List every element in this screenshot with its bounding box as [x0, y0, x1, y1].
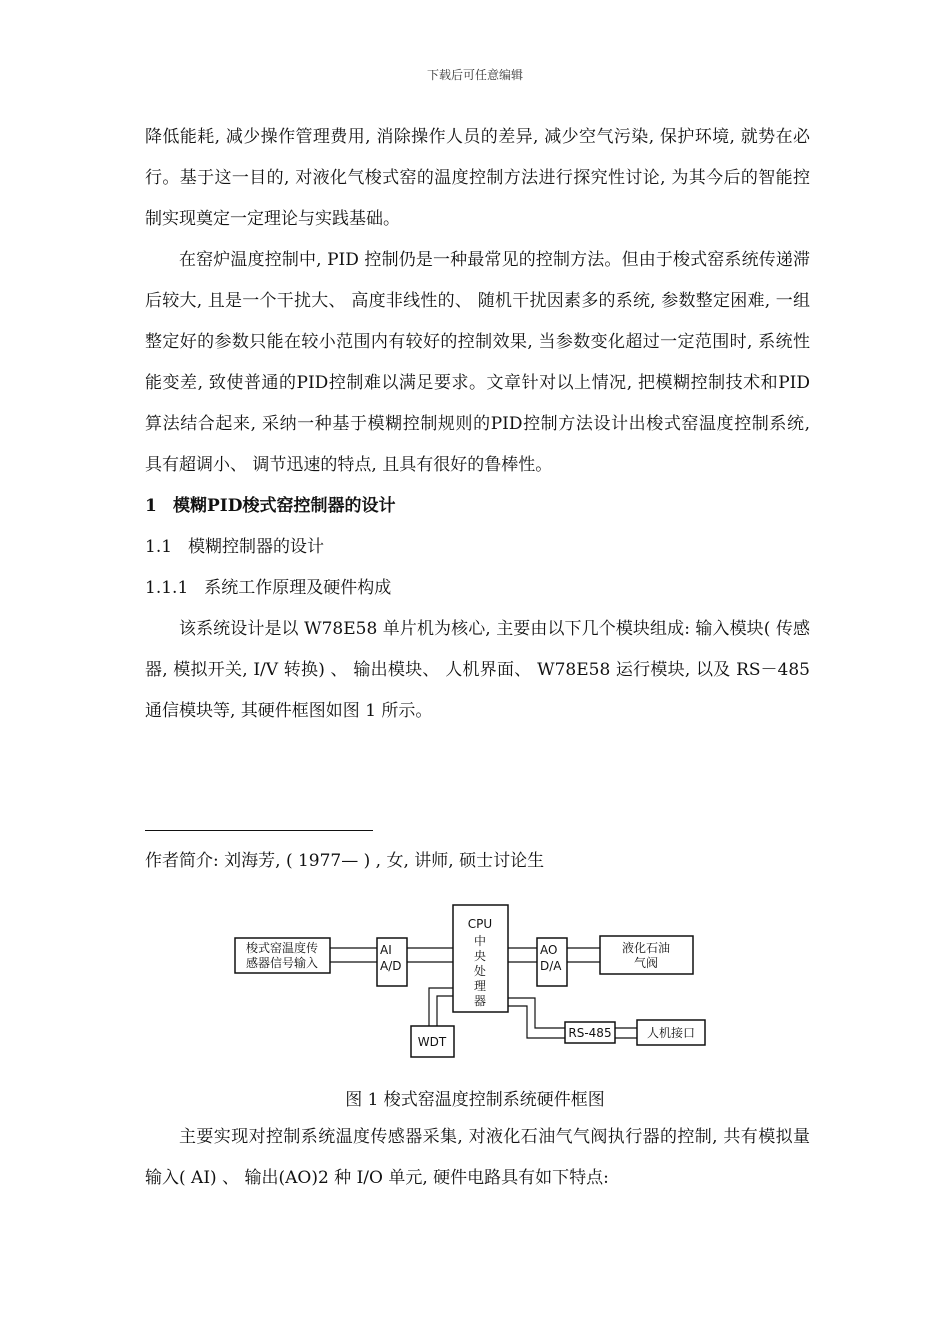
section-number: 1	[145, 496, 157, 516]
cpu-char-4: 理	[473, 979, 487, 993]
ai-label-line2: A/D	[380, 959, 402, 973]
hmi-label: 人机接口	[646, 1026, 696, 1040]
body-text-lower	[145, 1117, 810, 1199]
ao-label-line1: AO	[540, 943, 558, 957]
section-heading-1	[145, 486, 810, 527]
paragraph-features: 主要实现对控制系统温度传感器采集, 对液化石油气气阀执行器的控制, 共有模拟量输入( AI) 、 输出(AO)2 种 I/O 单元, 硬件电路具有如下特点:	[145, 1127, 810, 1188]
body-text-upper	[145, 117, 810, 732]
section-title: 系统工作原理及硬件构成	[204, 578, 392, 598]
page-header: 下载后可任意编辑	[426, 68, 523, 82]
rs485-label: RS-485	[568, 1026, 612, 1040]
footnote-author-bio: 作者简介: 刘海芳, ( 1977— ) , 女, 讲师, 硕士讨论生	[145, 851, 545, 871]
section-title: 模糊控制器的设计	[188, 537, 325, 557]
figure-caption: 图 1 梭式窑温度控制系统硬件框图	[345, 1090, 605, 1110]
ao-label-line2: D/A	[540, 959, 562, 973]
hardware-block-diagram	[225, 900, 725, 1065]
footnote-divider	[145, 830, 373, 831]
valve-label-line1: 液化石油	[621, 941, 671, 955]
cpu-char-5: 器	[473, 994, 487, 1008]
section-number: 1.1	[145, 537, 173, 557]
section-title: 模糊PID梭式窑控制器的设计	[173, 496, 396, 516]
cpu-char-3: 处	[473, 964, 487, 978]
paragraph-pid-intro: 在窑炉温度控制中, PID 控制仍是一种最常见的控制方法。但由于梭式窑系统传递滞后较大, 且是一个干扰大、 高度非线性的、 随机干扰因素多的系统, 参数整定困难, 一组整定好的参数只能在较小范围内有较好的控制效果, 当参数变化超过一定范围时, 系统性能变差, 致使普通的PID控制难以满足要求。文章针对以上情况, 把模糊控制技术和PID 算法结合起来, 采纳一种基于模糊控制规则的PID控制方法设计出梭式窑温度控制系统, 具有超调小、 调节迅速的特点, 且具有很好的鲁棒性。	[145, 250, 810, 475]
cpu-char-2: 央	[473, 949, 487, 963]
ai-label-line1: AI	[380, 943, 392, 957]
cpu-char-1: 中	[473, 934, 487, 948]
section-heading-1-1-1	[145, 568, 810, 609]
wdt-label: WDT	[417, 1035, 447, 1049]
sensor-label-line1: 梭式窑温度传	[245, 941, 319, 955]
paragraph-hardware: 该系统设计是以 W78E58 单片机为核心, 主要由以下几个模块组成: 输入模块( 传感器, 模拟开关, I/V 转换) 、 输出模块、 人机界面、 W78E58 运行模块, 以及 RS－485 通信模块等, 其硬件框图如图 1 所示。	[145, 619, 810, 721]
paragraph-energy: 降低能耗, 减少操作管理费用, 消除操作人员的差异, 减少空气污染, 保护环境, 就势在必行。基于这一目的, 对液化气梭式窑的温度控制方法进行探究性讨论, 为其今后的智能控制实现奠定一定理论与实践基础。	[145, 127, 810, 229]
cpu-label: CPU	[467, 917, 493, 931]
sensor-label-line2: 感器信号输入	[245, 956, 319, 970]
valve-label-line2: 气阀	[633, 956, 659, 970]
section-number: 1.1.1	[145, 578, 189, 598]
section-heading-1-1	[145, 527, 810, 568]
